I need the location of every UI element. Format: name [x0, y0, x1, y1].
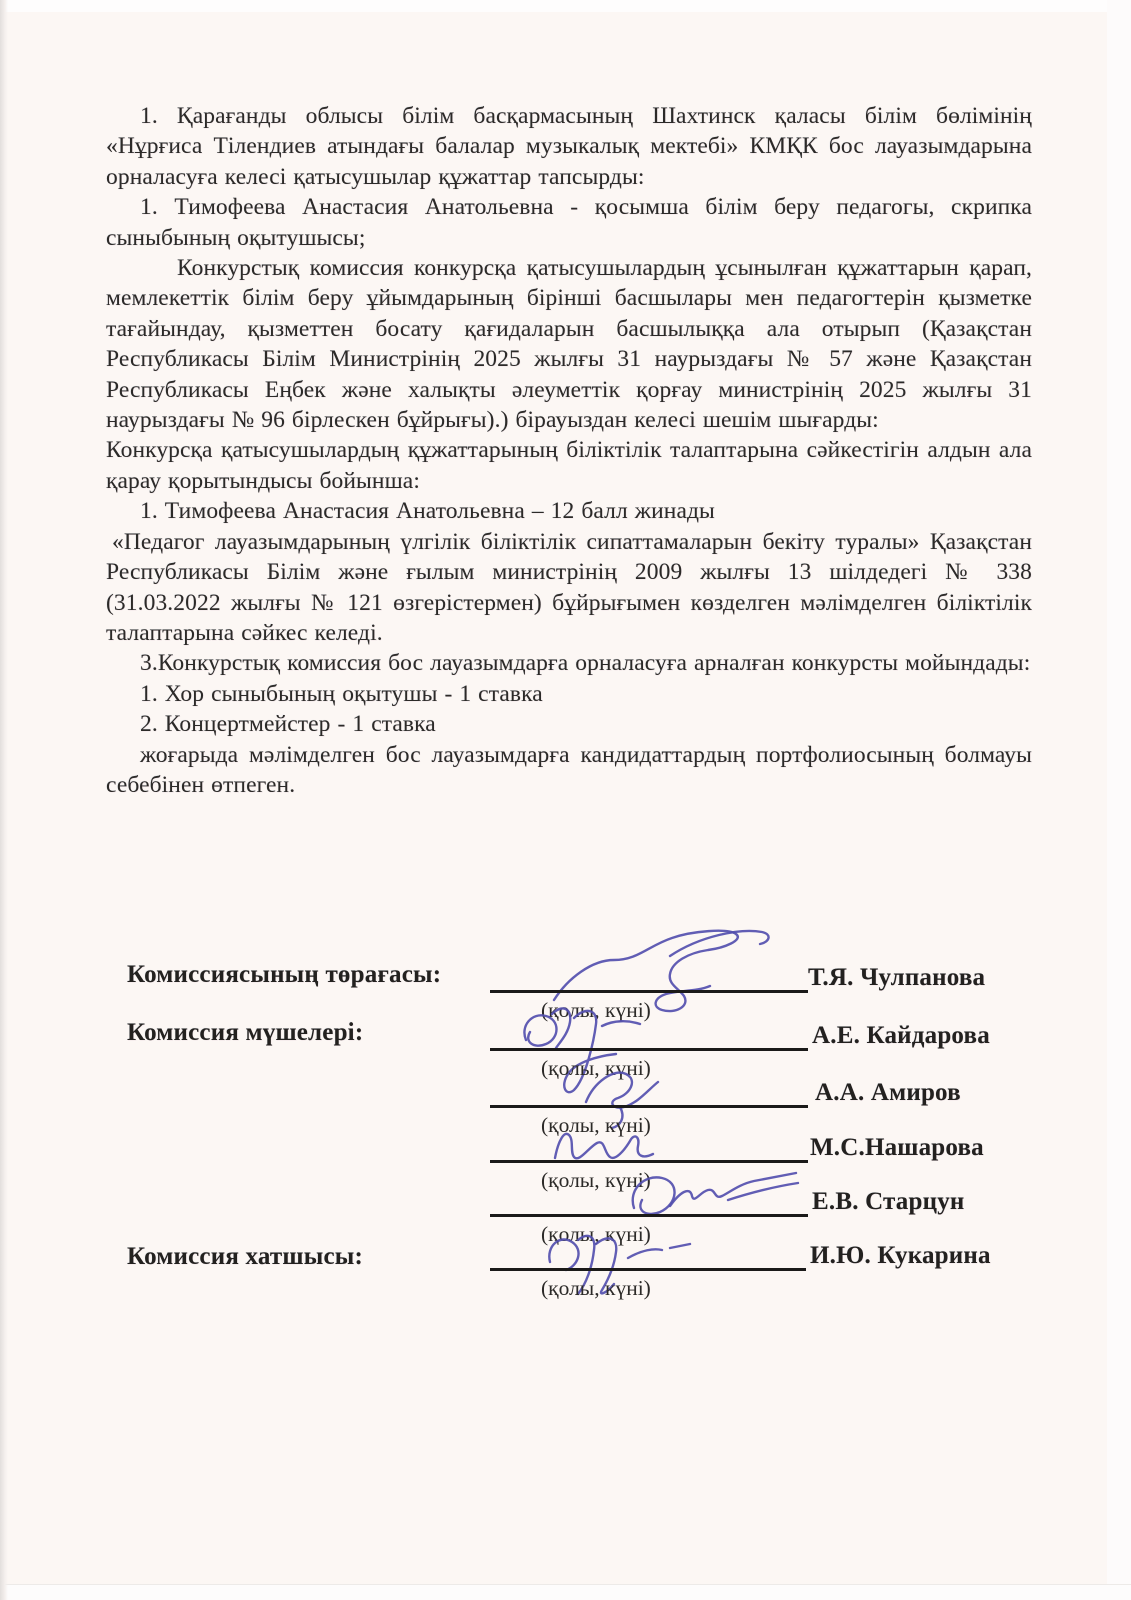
signature-ink — [618, 1166, 803, 1226]
paragraph-conclusion: жоғарыда мәлімделген бос лауазымдарға кандидаттардың портфолиосының болмауы себебінен өтпеген. — [106, 741, 1032, 798]
signature-caption: (қолы, күні) — [541, 1168, 651, 1192]
signature-name-kukarina: И.Ю. Кукарина — [810, 1242, 991, 1269]
signature-caption: (қолы, күні) — [541, 1113, 651, 1137]
signature-caption: (қолы, күні) — [541, 1276, 651, 1300]
signature-line — [490, 1105, 808, 1108]
paragraph-commission: Конкурстық комиссия конкурсқа қатысушылардың ұсынылған құжаттарын қарап, мемлекеттік білім беру ұйымдарының бірінші басшылары мен педагогтерін қызметке тағайындау, қызметтен босату қағидаларын басшылыққа ала отырып (Қазақстан Республикасы Білім Министрінің 2025 жылғы 31 наурыздағы № 57 және Қазақстан Республикасы Еңбек және халықты әлеуметтік қорғау министрінің 2025 жылғы 31 наурыздағы № 96 бірлескен бұйрығы).) бірауыздан келесі шешім шығарды: — [106, 255, 1032, 434]
signature-caption: (қолы, күні) — [541, 1056, 651, 1080]
paragraph-review: Конкурсқа қатысушылардың құжаттарының біліктілік талаптарына сәйкестігін алдын ала қарау қорытындысы бойынша: — [106, 437, 1032, 494]
signature-name-amirov: А.А. Амиров — [815, 1079, 961, 1106]
signature-name-kaidarova: А.Е. Кайдарова — [812, 1022, 990, 1049]
signature-caption: (қолы, күні) — [541, 1222, 651, 1246]
signature-line — [490, 1214, 808, 1217]
signature-caption: (қолы, күні) — [541, 998, 651, 1022]
paragraph-decision: 3.Конкурстық комиссия бос лауазымдарға орналасуға арналған конкурсты мойындады: — [140, 650, 1031, 677]
signature-name-startsun: Е.В. Старцун — [812, 1188, 965, 1215]
signature-line — [490, 1268, 806, 1271]
paragraph-order: «Педагог лауазымдарының үлгілік біліктілік сипаттамаларын бекіту туралы» Қазақстан Республикасы Білім және ғылым министрінің 2009 жылғы 13 шілдедегі № 338 (31.03.2022 жылғы № 121 өзгерістермен) бұйрығымен көзделген мәлімделген біліктілік талаптарына сәйкес келеді. — [106, 528, 1032, 646]
paragraph-intro: 1. Қарағанды облысы білім басқармасының Шахтинск қаласы білім бөлімінің «Нұрғиса Тілендиев атындағы балалар музыкалық мектебі» КМҚК бос лауазымдарына орналасуға келесі қатысушылар құжаттар тапсырды: — [106, 103, 1032, 190]
signature-label-members: Комиссия мүшелері: — [127, 1019, 364, 1046]
signature-label-chairman: Комиссиясының төрағасы: — [127, 961, 442, 988]
signature-line — [490, 1160, 808, 1163]
paragraph-vacancy-2: 2. Концертмейстер - 1 ставка — [140, 711, 436, 738]
paragraph-applicant: 1. Тимофеева Анастасия Анатольевна - қосымша білім беру педагогы, скрипка сыныбының оқытушысы; — [106, 194, 1032, 251]
signature-name-nasharova: М.С.Нашарова — [810, 1134, 984, 1161]
signature-name-chulpanova: Т.Я. Чулпанова — [808, 964, 986, 991]
paragraph-score: 1. Тимофеева Анастасия Анатольевна – 12 балл жинады — [140, 498, 715, 525]
signature-line — [490, 1048, 808, 1051]
signature-label-secretary: Комиссия хатшысы: — [127, 1243, 363, 1270]
paragraph-vacancy-1: 1. Хор сыныбының оқытушы - 1 ставка — [140, 680, 543, 707]
signature-line — [490, 990, 808, 993]
